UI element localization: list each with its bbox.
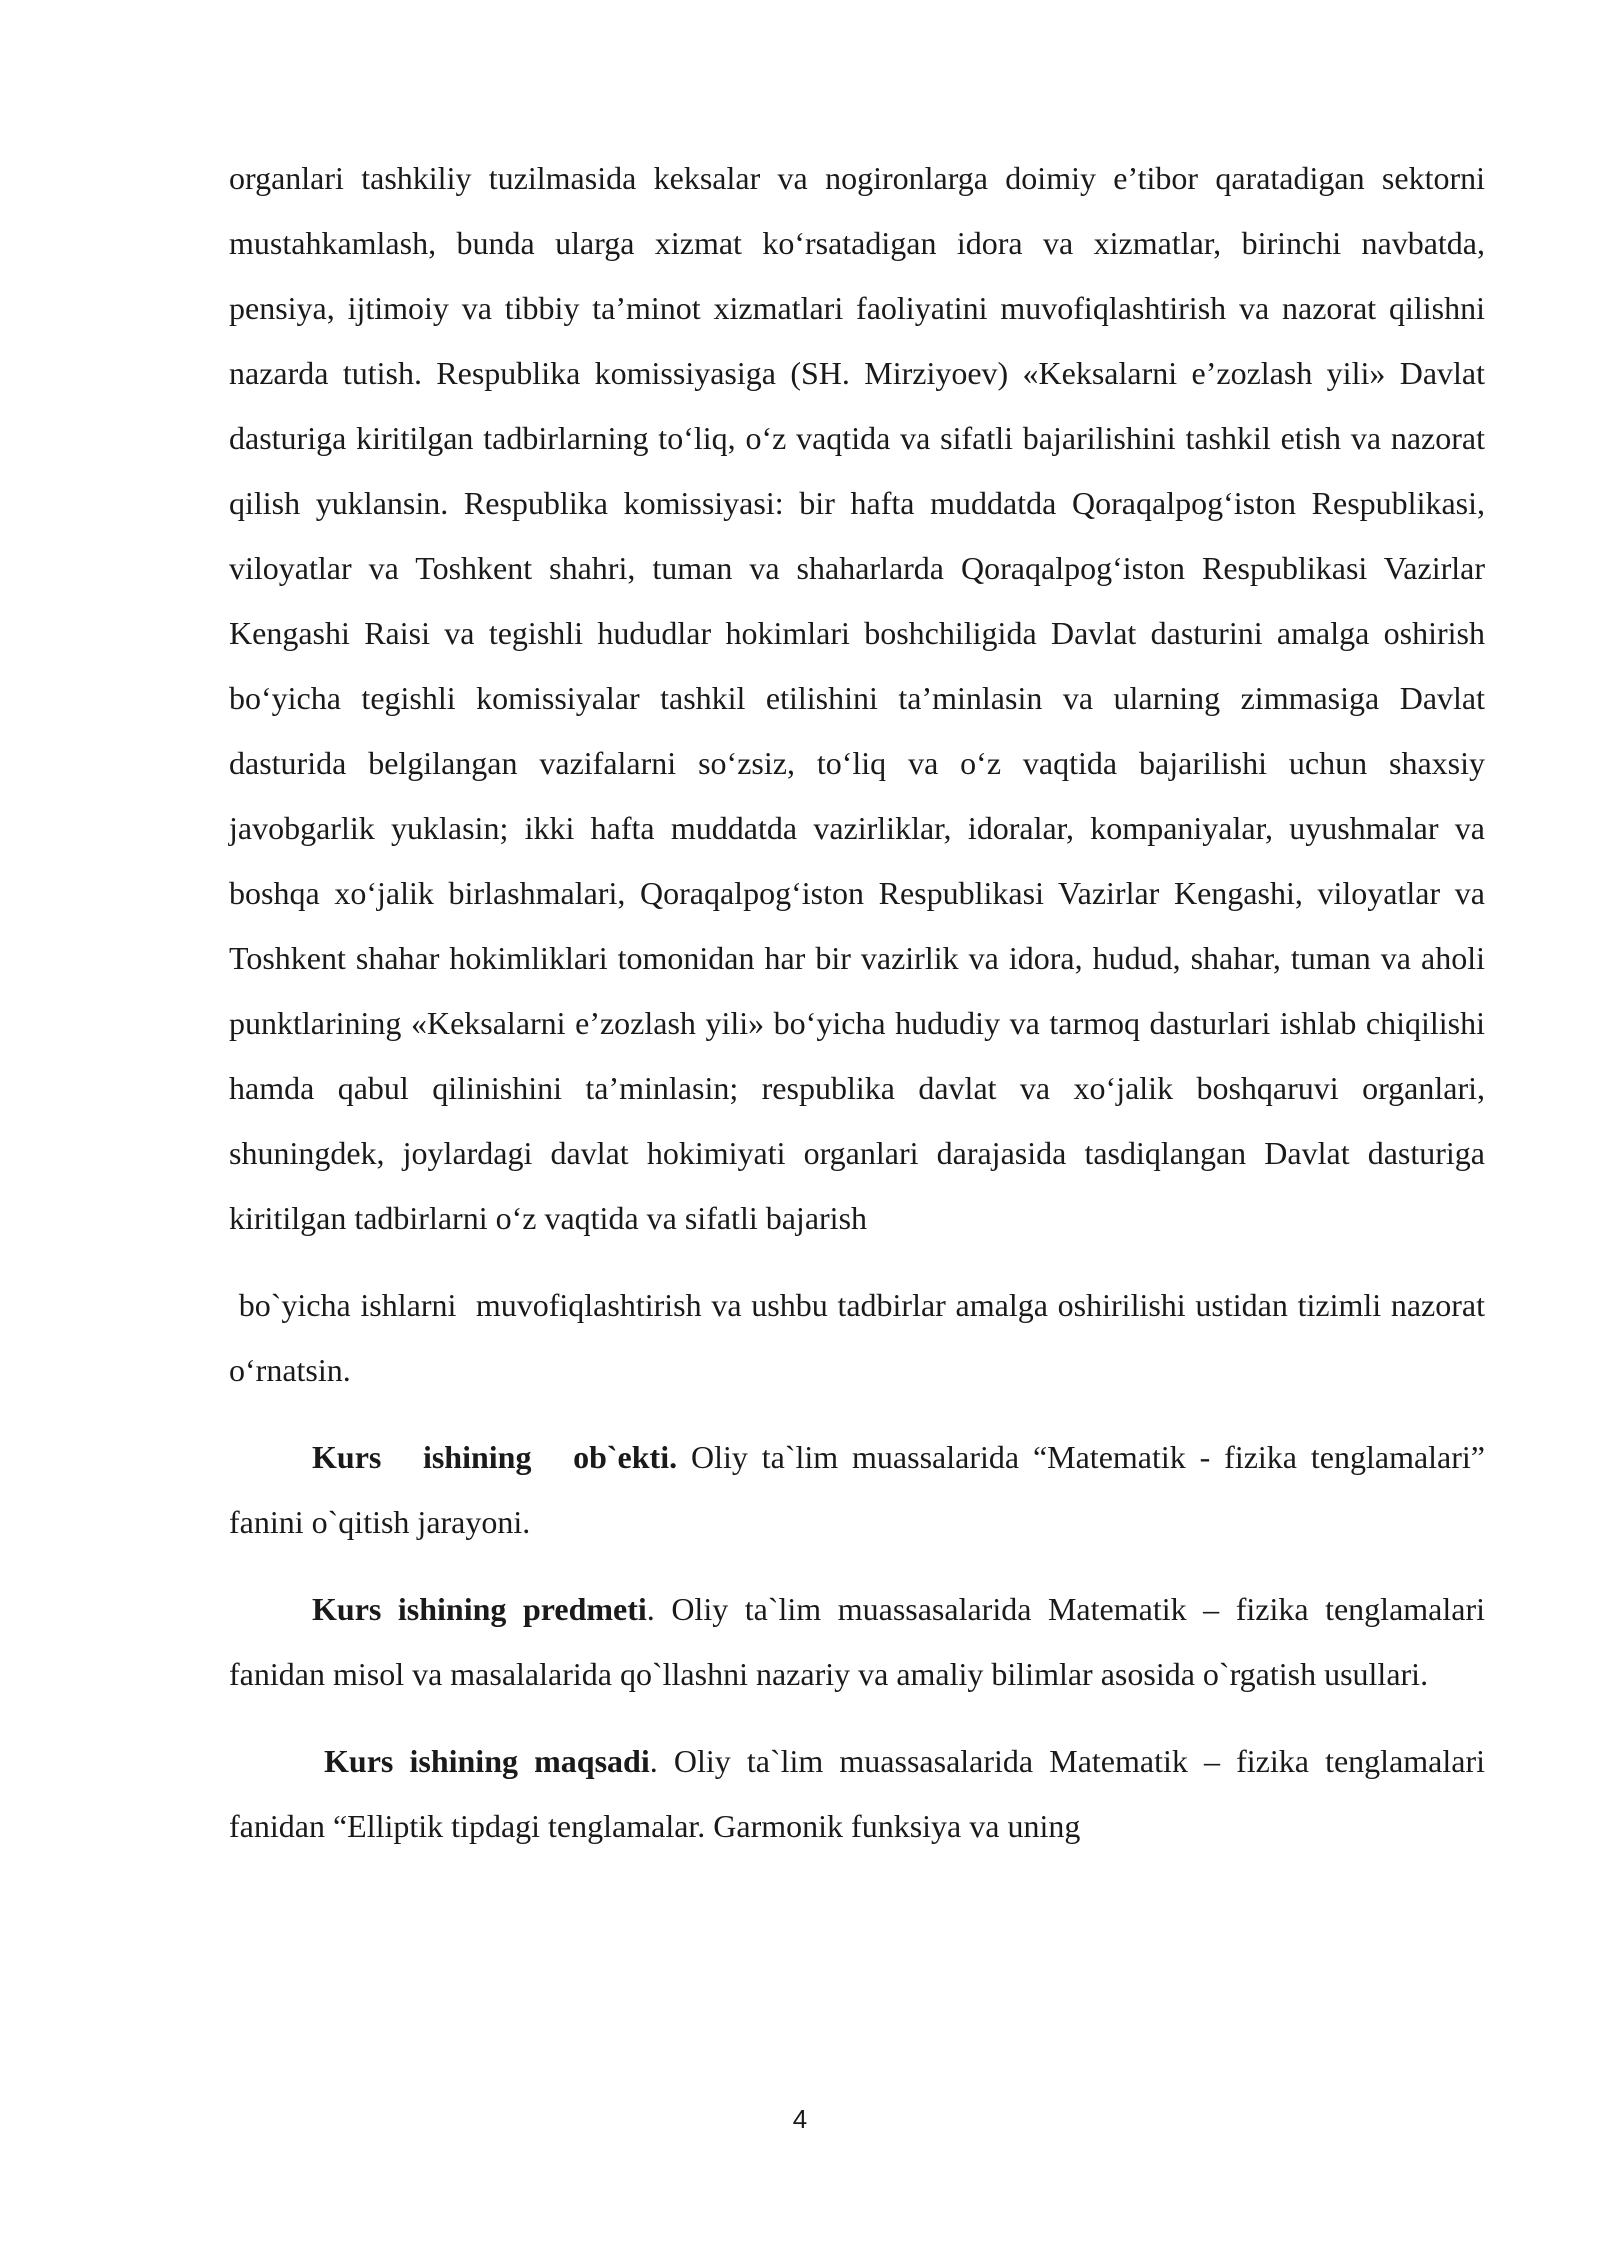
object-heading: Kurs ishining ob`ekti. xyxy=(312,1439,678,1475)
page-number: 4 xyxy=(792,2104,808,2134)
page-body xyxy=(229,146,1494,1859)
goal-heading: Kurs ishining maqsadi xyxy=(324,1743,650,1779)
subject-heading: Kurs ishining predmeti xyxy=(312,1591,647,1627)
goal-section xyxy=(229,1729,1485,1859)
object-section xyxy=(229,1425,1485,1555)
body-paragraph: organlari tashkiliy tuzilmasida keksalar va nogironlarga doimiy e’tibor qaratadigan sektorni mustahkamlash, bunda ularga xizmat ko‘rsatadigan idora va xizmatlar, birinchi navbatda, pensiya, ijtimoiy va tibbiy ta’minot xizmatlari faoliyatini muvofiqlashtirish va nazorat qilishni nazarda tutish. Respublika komissiyasiga (SH. Mirziyoev) «Keksalarni e’zozlash yili» Davlat dasturiga kiritilgan tadbirlarning to‘liq, o‘z vaqtida va sifatli bajarilishini tashkil etish va nazorat qilish yuklansin. Respublika komissiyasi: bir hafta muddatda Qoraqalpog‘iston Respublikasi, viloyatlar va Toshkent shahri, tuman va shaharlarda Qoraqalpog‘iston Respublikasi Vazirlar Kengashi Raisi va tegishli hududlar hokimlari boshchiligida Davlat dasturini amalga oshirish bo‘yicha tegishli komissiyalar tashkil etilishini ta’minlasin va ularning zimmasiga Davlat dasturida belgilangan vazifalarni so‘zsiz, to‘liq va o‘z vaqtida bajarilishi uchun shaxsiy javobgarlik yuklasin; ikki hafta muddatda vazirliklar, idoralar, kompaniyalar, uyushmalar va boshqa xo‘jalik birlashmalari, Qoraqalpog‘iston Respublikasi Vazirlar Kengashi, viloyatlar va Toshkent shahar hokimliklari tomonidan har bir vazirlik va idora, hudud, shahar, tuman va aholi punktlarining «Keksalarni e’zozlash yili» bo‘yicha hududiy va tarmoq dasturlari ishlab chiqilishi hamda qabul qilinishini ta’minlasin; respublika davlat va xo‘jalik boshqaruvi organlari, shuningdek, joylardagi davlat hokimiyati organlari darajasida tasdiqlangan Davlat dasturiga kiritilgan tadbirlarni o‘z vaqtida va sifatli bajarish xyxy=(229,160,1485,1236)
subject-section xyxy=(229,1577,1485,1707)
goal-text: . Oliy ta`lim muassasalarida Matematik – fizika tenglamalari fanidan “Elliptik tipdagi tenglamalar. Garmonik funksiya va uning xyxy=(229,1743,1486,1844)
object-text: Oliy ta`lim muassalarida “Matematik - fizika tenglamalari” fanini o`qitish jarayoni. xyxy=(229,1439,1486,1540)
body-paragraph-continuation: bo`yicha ishlarni muvofiqlashtirish va ushbu tadbirlar amalga oshirilishi ustidan tizimli nazorat o‘rnatsin. xyxy=(229,1287,1494,1388)
subject-text: . Oliy ta`lim muassasalarida Matematik – fizika tenglamalari fanidan misol va masalalarida qo`llashni nazariy va amaliy bilimlar asosida o`rgatish usullari. xyxy=(229,1591,1486,1692)
